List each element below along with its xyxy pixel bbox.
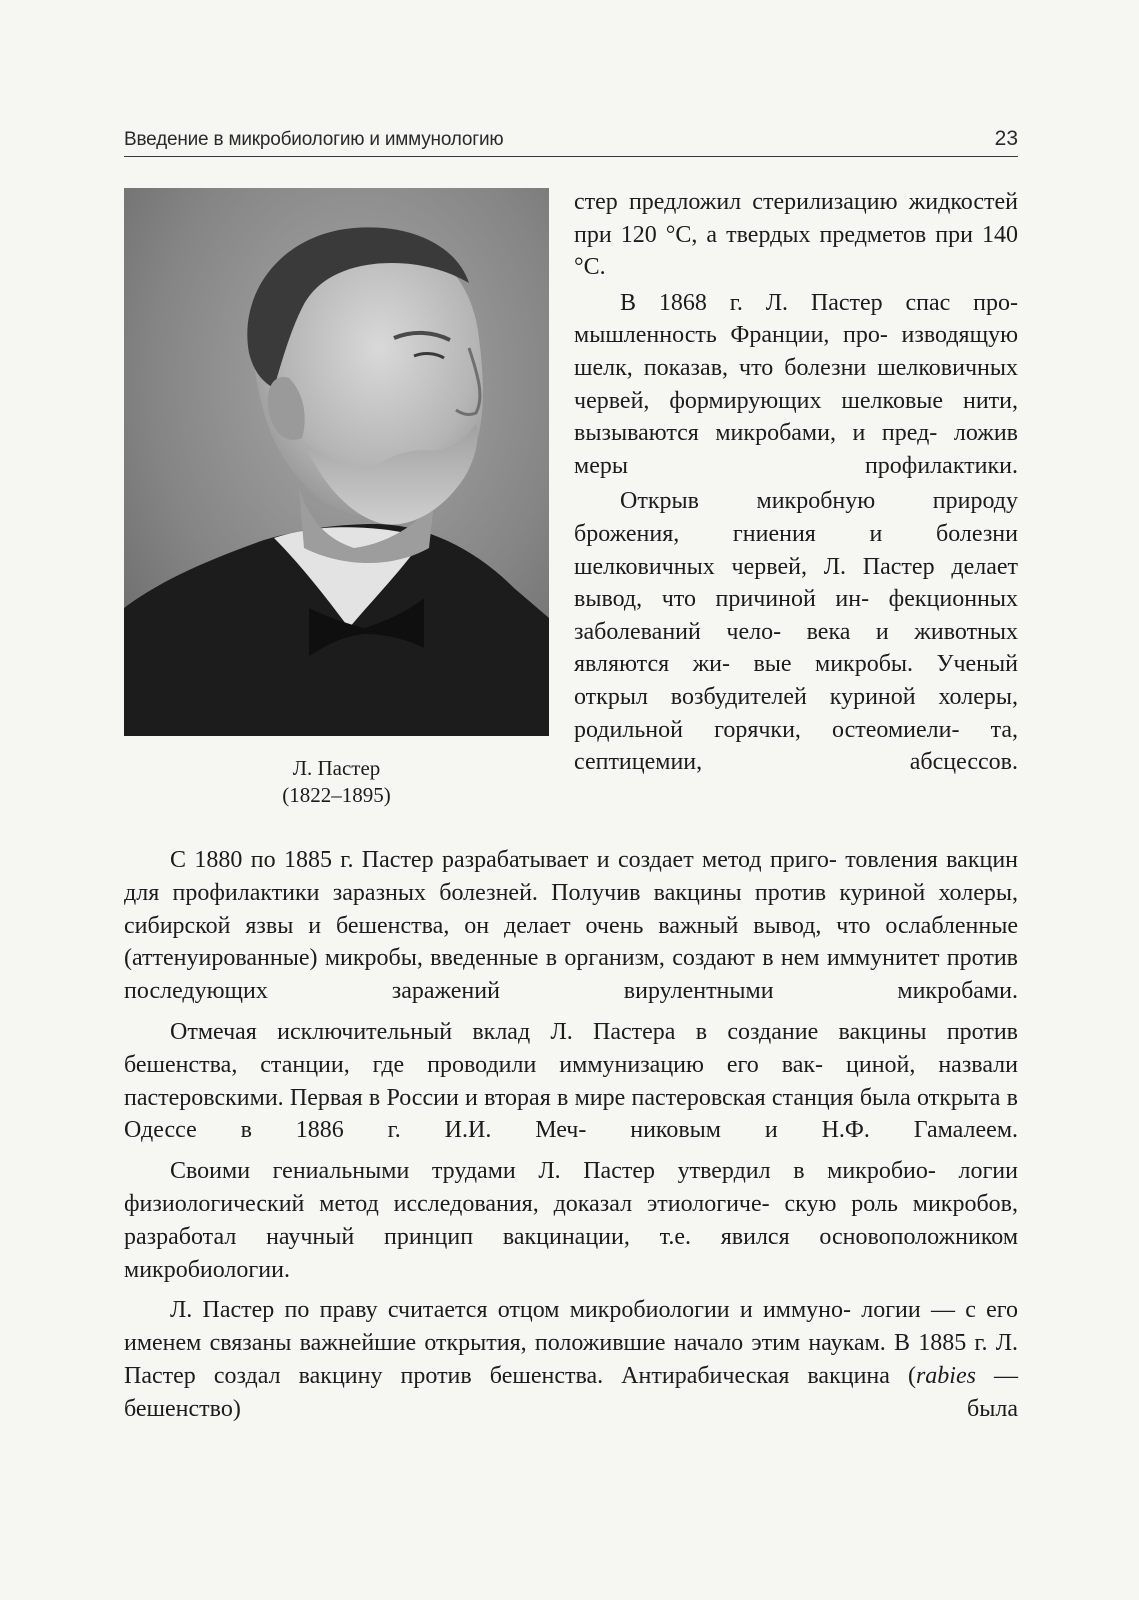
portrait-photo — [124, 188, 549, 736]
text-line: вакцины против куриной холеры, сибирской язвы и бешенства, он — [124, 879, 1018, 939]
paragraph-father-of-microbiology — [124, 1294, 1018, 1425]
text-line: Своими гениальными трудами Л. Пастер утвердил в микробио- — [170, 1158, 936, 1185]
side-paragraph-2 — [574, 287, 1018, 483]
text-line: против бешенства, станции, где проводили иммунизацию его вак- — [124, 1018, 1019, 1078]
text-line: вые микробы. Ученый открыл — [574, 651, 1018, 710]
caption-years: (1822–1895) — [282, 783, 391, 807]
text-line: Открыв микробную природу — [620, 488, 1018, 515]
italic-term-rabies: rabies — [915, 1362, 976, 1389]
text-line: т.е. явился основоположником микробиологии. — [124, 1223, 1018, 1283]
paragraph-founder — [124, 1155, 1018, 1286]
text-line: Отмечая исключительный вклад Л. Пастера в создание вакцины — [170, 1018, 927, 1045]
text-line: ложив меры профилактики. — [574, 420, 1018, 479]
text-line: века и животных являются жи- — [574, 618, 1019, 678]
text-line: логии физиологический метод исследования, доказал этиологиче- — [124, 1158, 1018, 1217]
text-line: В 1868 г. Л. Пастер спас про- — [620, 289, 1018, 316]
text-line: бешенства. Антирабическая вакцина ( — [489, 1362, 916, 1389]
text-line: жидкостей при 120 °С, а твердых — [574, 189, 1018, 248]
figure-caption — [124, 755, 549, 809]
text-line: стер предложил стерилизацию — [574, 189, 898, 215]
text-line: — бешенство) была — [124, 1362, 1019, 1422]
text-line: товления вакцин для профилактики заразных болезней. Получив — [124, 847, 1019, 906]
side-paragraph-1 — [574, 186, 1018, 284]
text-line: предметов при 140 °С. — [574, 221, 1019, 281]
text-line: микробы, введенные в организм, создают в нем иммунитет против — [324, 945, 1018, 972]
text-line: пастеровская станция была открыта в Одессе в 1886 г. И.И. Меч- — [124, 1084, 1019, 1144]
caption-name: Л. Пастер — [292, 756, 381, 780]
text-line: С 1880 по 1885 г. Пастер разрабатывает и создает метод приго- — [170, 847, 837, 873]
text-line: последующих заражений вирулентными микробами. — [124, 978, 1018, 1005]
text-line: та, септицемии, абсцессов. — [574, 716, 1019, 776]
running-head-title: Введение в микробиологию и иммунологию — [124, 129, 504, 150]
text-line: вызываются микробами, и пред- — [574, 420, 938, 447]
text-line: изводящую шелк, показав, что — [574, 322, 1018, 381]
paragraph-vaccines — [124, 844, 1018, 1008]
text-line: болезни шелковичных червей, — [574, 354, 1019, 414]
text-line: никовым и Н.Ф. Гамалеем. — [630, 1117, 1019, 1144]
text-line: делает очень важный вывод, что ослабленные (аттенуированные) — [124, 912, 1019, 972]
text-line: Л. Пастер по праву считается отцом микробиологии и иммуно- — [170, 1297, 851, 1324]
text-line: делает вывод, что причиной ин- — [574, 553, 1018, 613]
text-line: брожения, гниения и болезни — [574, 520, 1018, 547]
paragraph-pasteur-stations — [124, 1016, 1018, 1147]
header-rule — [124, 156, 1018, 157]
text-line: фекционных заболеваний чело- — [574, 586, 1019, 645]
text-line: родильной горячки, остеомиели- — [574, 716, 960, 743]
running-head — [124, 125, 1018, 157]
text-line: шелковичных червей, Л. Пастер — [574, 553, 935, 580]
text-line: формирующих шелковые нити, — [669, 387, 1019, 414]
text-line: логии — с его именем связаны важнейшие открытия, положившие — [124, 1297, 1018, 1357]
text-line: скую роль микробов, разработал научный принцип вакцинации, — [124, 1190, 1018, 1250]
text-line: мышленность Франции, про- — [574, 322, 888, 349]
text-line: возбудителей куриной холеры, — [670, 683, 1018, 710]
text-line: начало этим наукам. В 1885 г. Л. Пастер создал вакцину против — [124, 1330, 1019, 1389]
text-line: циной, назвали пастеровскими. Первая в России и вторая в мире — [124, 1051, 1018, 1111]
side-paragraph-3 — [574, 485, 1018, 778]
full-width-text — [124, 844, 1018, 1426]
side-column-text — [574, 186, 1018, 779]
page-number: 23 — [994, 127, 1018, 150]
